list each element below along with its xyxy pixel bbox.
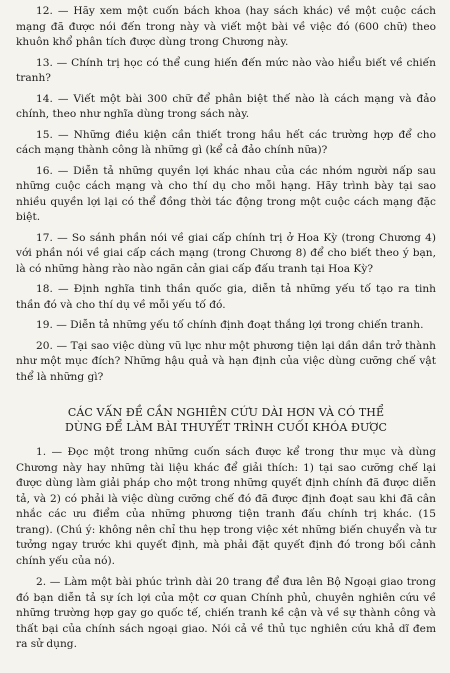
section-heading [16, 405, 436, 435]
question-17: 17. — So sánh phần nói về giai cấp chính trị ở Hoa Kỳ (trong Chương 4) với phần nói về giai cấp cách mạng (trong Chương 8) để cho biết theo ý bạn, là có những hàng rào nào ngăn cản giai cấp đấu tranh tại Hoa Kỳ? [16, 231, 436, 275]
project-2: 2. — Làm một bài phúc trình dài 20 trang để đưa lên Bộ Ngoại giao trong đó bạn diễn tả sự ích lợi của một cơ quan Chính phủ, chuyên nghiên cứu về những trường hợp gay go quốc tế, chiến tranh kề cận và về sự thành công và thất bại của chính sách ngoại giao. Nói cả về thủ tục nghiên cứu khả dĩ đem ra sử dụng. [16, 576, 436, 650]
section-heading-line-2: DÙNG ĐỂ LÀM BÀI THUYẾT TRÌNH CUỐI KHÓA ĐƯỢC [65, 421, 387, 434]
question-16: 16. — Diễn tả những quyền lợi khác nhau của các nhóm người nấp sau những cuộc cách mạng và cho thí dụ cho mỗi hạng. Hãy trình bày tại sao nhiều quyền lợi lại có thể đồng thời tác động trong một cuộc cách mạng đặc biệt. [16, 164, 436, 223]
question-20: 20. — Tại sao việc dùng vũ lực như một phương tiện lại dần dần trở thành như một mục đích? Những hậu quả và hạn định của việc dùng cưỡng chế vật thể là những gì? [16, 339, 436, 383]
question-list [16, 4, 436, 385]
section-heading-line-1: CÁC VẤN ĐỀ CẦN NGHIÊN CỨU DÀI HƠN VÀ CÓ THỂ [67, 406, 385, 419]
question-18: 18. — Định nghĩa tinh thần quốc gia, diễn tả những yếu tố tạo ra tinh thần đó và cho thí dụ về mỗi yếu tố đó. [16, 283, 436, 311]
question-13: 13. — Chính trị học có thể cung hiến đến mức nào vào hiểu biết về chiến tranh? [16, 56, 436, 84]
question-14: 14. — Viết một bài 300 chữ để phân biệt thế nào là cách mạng và đảo chính, theo như nghĩa dùng trong sách này. [16, 92, 436, 120]
question-12: 12. — Hãy xem một cuốn bách khoa (hay sách khác) về một cuộc cách mạng đã được nói đến trong này và viết một bài về việc đó (600 chữ) theo khuôn khổ phân tích được dùng trong Chương này. [16, 5, 436, 48]
question-15: 15. — Những điều kiện cần thiết trong hầu hết các trường hợp để cho cách mạng thành công là những gì (kể cả đảo chính nữa)? [16, 128, 436, 156]
project-list [16, 445, 436, 653]
project-1: 1. — Đọc một trong những cuốn sách được kể trong thư mục và dùng Chương này hay những tài liệu khác để giải thích: 1) tại sao cưỡng chế lại được dùng làm giải pháp cho một trong những quyết định chính đã được diễn tả, và 2) có phải là việc dùng cưỡng chế đó đã được định đoạt sau khi đã cân nhắc các ưu điểm của những phương tiện tranh đấu chính trị khác. (15 trang). (Chú ý: không nên chỉ thu hẹp trong việc xét những biến chuyển và tư tưởng ngay trước khi quyết định, mà phải đặt quyết định đó trong bối cảnh chính yếu của nó). [16, 446, 436, 567]
question-19: 19. — Diễn tả những yếu tố chính định đoạt thắng lợi trong chiến tranh. [36, 319, 424, 331]
